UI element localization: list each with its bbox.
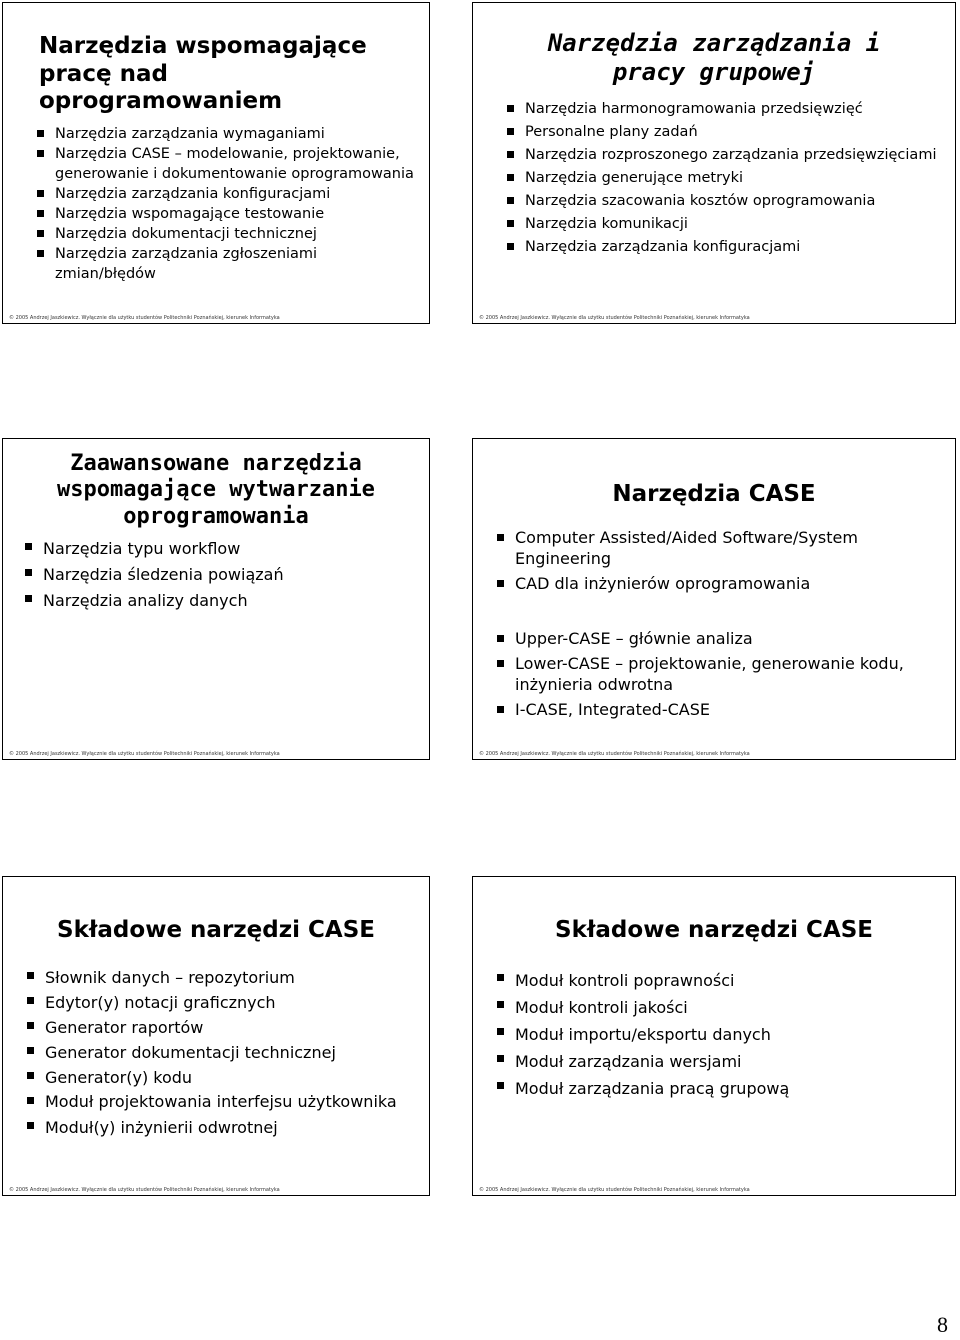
- slide-2: [472, 2, 956, 324]
- bullet-icon: [497, 534, 504, 541]
- bullet-list: [3, 530, 429, 614]
- list-item: [493, 1075, 945, 1102]
- bullet-icon: [27, 1072, 34, 1079]
- list-item: [493, 1021, 945, 1048]
- list-item-text: Narzędzia dokumentacji technicznej: [55, 225, 317, 242]
- bullet-icon: [27, 1022, 34, 1029]
- list-item: [21, 536, 419, 562]
- list-item-text: Narzędzia zarządzania konfiguracjami: [55, 185, 331, 202]
- slide-footer: © 2005 Andrzej Jaszkiewicz. Wyłącznie dla użytku studentów Politechniki Poznańskiej, kierunek Informatyka: [9, 315, 280, 321]
- bullet-icon: [507, 105, 514, 112]
- slide-4: [472, 438, 956, 760]
- bullet-icon: [37, 210, 44, 217]
- title-line: wspomagające wytwarzanie: [57, 477, 375, 503]
- list-item-text: Generator raportów: [45, 1017, 204, 1037]
- list-item: [503, 237, 945, 257]
- title-line: Zaawansowane narzędzia: [70, 451, 362, 476]
- list-item-text: Moduł projektowania interfejsu użytkownika: [45, 1091, 397, 1111]
- title-line: oprogramowania: [123, 503, 309, 529]
- slide-title: [473, 3, 955, 87]
- list-item-text: Upper-CASE – głównie analiza: [515, 628, 753, 648]
- list-item: [493, 1048, 945, 1075]
- slide-title: [3, 3, 429, 116]
- list-item: [503, 99, 945, 119]
- slide-footer: © 2005 Andrzej Jaszkiewicz. Wyłącznie dla użytku studentów Politechniki Poznańskiej, kierunek Informatyka: [9, 1187, 280, 1193]
- list-item: [23, 1065, 419, 1090]
- slide-footer: © 2005 Andrzej Jaszkiewicz. Wyłącznie dla użytku studentów Politechniki Poznańskiej, kierunek Informatyka: [479, 751, 750, 757]
- slide-1: [2, 2, 430, 324]
- list-item-text: Narzędzia rozproszonego zarządzania przedsięwzięciami: [525, 146, 937, 163]
- list-item: [33, 244, 419, 284]
- list-item-text: Narzędzia śledzenia powiązań: [43, 565, 284, 585]
- title-line: Narzędzia wspomagające: [39, 33, 367, 59]
- list-item: [493, 699, 945, 720]
- list-item: [503, 168, 945, 188]
- slide-footer: © 2005 Andrzej Jaszkiewicz. Wyłącznie dla użytku studentów Politechniki Poznańskiej, kierunek Informatyka: [9, 751, 280, 757]
- bullet-icon: [497, 635, 504, 642]
- bullet-icon: [497, 1001, 504, 1008]
- list-item: [33, 204, 419, 224]
- bullet-icon: [25, 543, 32, 550]
- bullet-icon: [27, 1122, 34, 1129]
- list-item-text: Narzędzia zarządzania zgłoszeniami zmian/błędów: [55, 245, 318, 282]
- list-item: [33, 124, 419, 144]
- list-item: [21, 588, 419, 614]
- list-item-text: Moduł zarządzania wersjami: [515, 1051, 742, 1071]
- title-line: pracy grupowej: [612, 57, 816, 86]
- list-item-text: Generator(y) kodu: [45, 1067, 193, 1087]
- bullet-icon: [37, 250, 44, 257]
- bullet-icon: [37, 150, 44, 157]
- bullet-icon: [507, 197, 514, 204]
- bullet-icon: [37, 230, 44, 237]
- list-item-text: Moduł kontroli poprawności: [515, 970, 735, 990]
- list-item-text: Narzędzia harmonogramowania przedsięwzięć: [525, 100, 863, 117]
- list-item: [23, 1015, 419, 1040]
- bullet-icon: [497, 1055, 504, 1062]
- slide-3: [2, 438, 430, 760]
- slide-footer: © 2005 Andrzej Jaszkiewicz. Wyłącznie dla użytku studentów Politechniki Poznańskiej, kierunek Informatyka: [479, 1187, 750, 1193]
- list-item-text: Słownik danych – repozytorium: [45, 967, 295, 987]
- bullet-icon: [497, 580, 504, 587]
- slide-footer: © 2005 Andrzej Jaszkiewicz. Wyłącznie dla użytku studentów Politechniki Poznańskiej, kierunek Informatyka: [479, 315, 750, 321]
- list-item: [33, 184, 419, 204]
- bullet-icon: [25, 569, 32, 576]
- list-item-text: I-CASE, Integrated-CASE: [515, 699, 710, 719]
- list-item: [503, 122, 945, 142]
- list-item-text: Narzędzia zarządzania konfiguracjami: [525, 238, 801, 255]
- list-item: [503, 214, 945, 234]
- list-item: [493, 994, 945, 1021]
- list-item-text: Narzędzia komunikacji: [525, 215, 688, 232]
- list-item: [493, 573, 945, 594]
- list-item-text: Narzędzia CASE – modelowanie, projektowanie, generowanie i dokumentowanie oprogramowania: [55, 145, 414, 182]
- bullet-icon: [497, 1028, 504, 1035]
- bullet-icon: [507, 128, 514, 135]
- bullet-icon: [497, 1082, 504, 1089]
- bullet-icon: [27, 1047, 34, 1054]
- list-item: [493, 628, 945, 649]
- list-item: [23, 1040, 419, 1065]
- list-item-text: Personalne plany zadań: [525, 123, 698, 140]
- page-number: 8: [937, 1312, 948, 1337]
- list-item: [21, 562, 419, 588]
- slide-title: [3, 439, 429, 530]
- title-line: pracę nad oprogramowaniem: [39, 60, 283, 115]
- title-line: Składowe narzędzi CASE: [57, 917, 375, 943]
- list-spacer: [493, 598, 945, 624]
- list-item-text: CAD dla inżynierów oprogramowania: [515, 573, 811, 593]
- list-item-text: Narzędzia typu workflow: [43, 539, 241, 559]
- list-item-text: Generator dokumentacji technicznej: [45, 1042, 336, 1062]
- slide-5: [2, 876, 430, 1196]
- bullet-list: [473, 945, 955, 1102]
- list-item-text: Moduł zarządzania pracą grupową: [515, 1078, 790, 1098]
- title-line: Narzędzia zarządzania i: [547, 29, 881, 57]
- title-line: Składowe narzędzi CASE: [555, 917, 873, 943]
- bullet-list: [3, 116, 429, 284]
- list-item: [493, 653, 945, 695]
- list-item-text: Moduł importu/eksportu danych: [515, 1024, 771, 1044]
- bullet-icon: [27, 997, 34, 1004]
- bullet-icon: [37, 130, 44, 137]
- slide-title: [473, 439, 955, 509]
- list-item: [493, 527, 945, 569]
- slide-title: [3, 877, 429, 945]
- list-item-text: Lower-CASE – projektowanie, generowanie kodu, inżynieria odwrotna: [515, 653, 904, 694]
- list-item-text: Edytor(y) notacji graficznych: [45, 992, 276, 1012]
- list-item: [503, 145, 945, 165]
- list-item: [493, 967, 945, 994]
- list-item: [33, 144, 419, 184]
- bullet-list: [473, 509, 955, 720]
- list-item-text: Narzędzia generujące metryki: [525, 169, 744, 186]
- list-item: [33, 224, 419, 244]
- list-item-text: Moduł(y) inżynierii odwrotnej: [45, 1117, 278, 1137]
- list-item: [23, 990, 419, 1015]
- list-item: [23, 965, 419, 990]
- list-item-text: Computer Assisted/Aided Software/System Engineering: [515, 527, 858, 568]
- bullet-icon: [497, 974, 504, 981]
- list-item-text: Moduł kontroli jakości: [515, 997, 688, 1017]
- list-item: [23, 1090, 419, 1115]
- list-item-text: Narzędzia analizy danych: [43, 591, 248, 611]
- list-item: [23, 1115, 419, 1140]
- list-item-text: Narzędzia szacowania kosztów oprogramowania: [525, 192, 876, 209]
- list-item-text: Narzędzia zarządzania wymaganiami: [55, 125, 325, 142]
- bullet-icon: [27, 1097, 34, 1104]
- bullet-icon: [507, 220, 514, 227]
- slide-title: [473, 877, 955, 945]
- bullet-list: [473, 87, 955, 257]
- bullet-icon: [507, 174, 514, 181]
- bullet-icon: [497, 706, 504, 713]
- list-item-text: Narzędzia wspomagające testowanie: [55, 205, 325, 222]
- bullet-icon: [27, 972, 34, 979]
- list-item: [503, 191, 945, 211]
- bullet-icon: [507, 243, 514, 250]
- bullet-list: [3, 945, 429, 1140]
- bullet-icon: [37, 190, 44, 197]
- bullet-icon: [497, 660, 504, 667]
- bullet-icon: [25, 595, 32, 602]
- bullet-icon: [507, 151, 514, 158]
- title-line: Narzędzia CASE: [612, 481, 816, 507]
- slide-6: [472, 876, 956, 1196]
